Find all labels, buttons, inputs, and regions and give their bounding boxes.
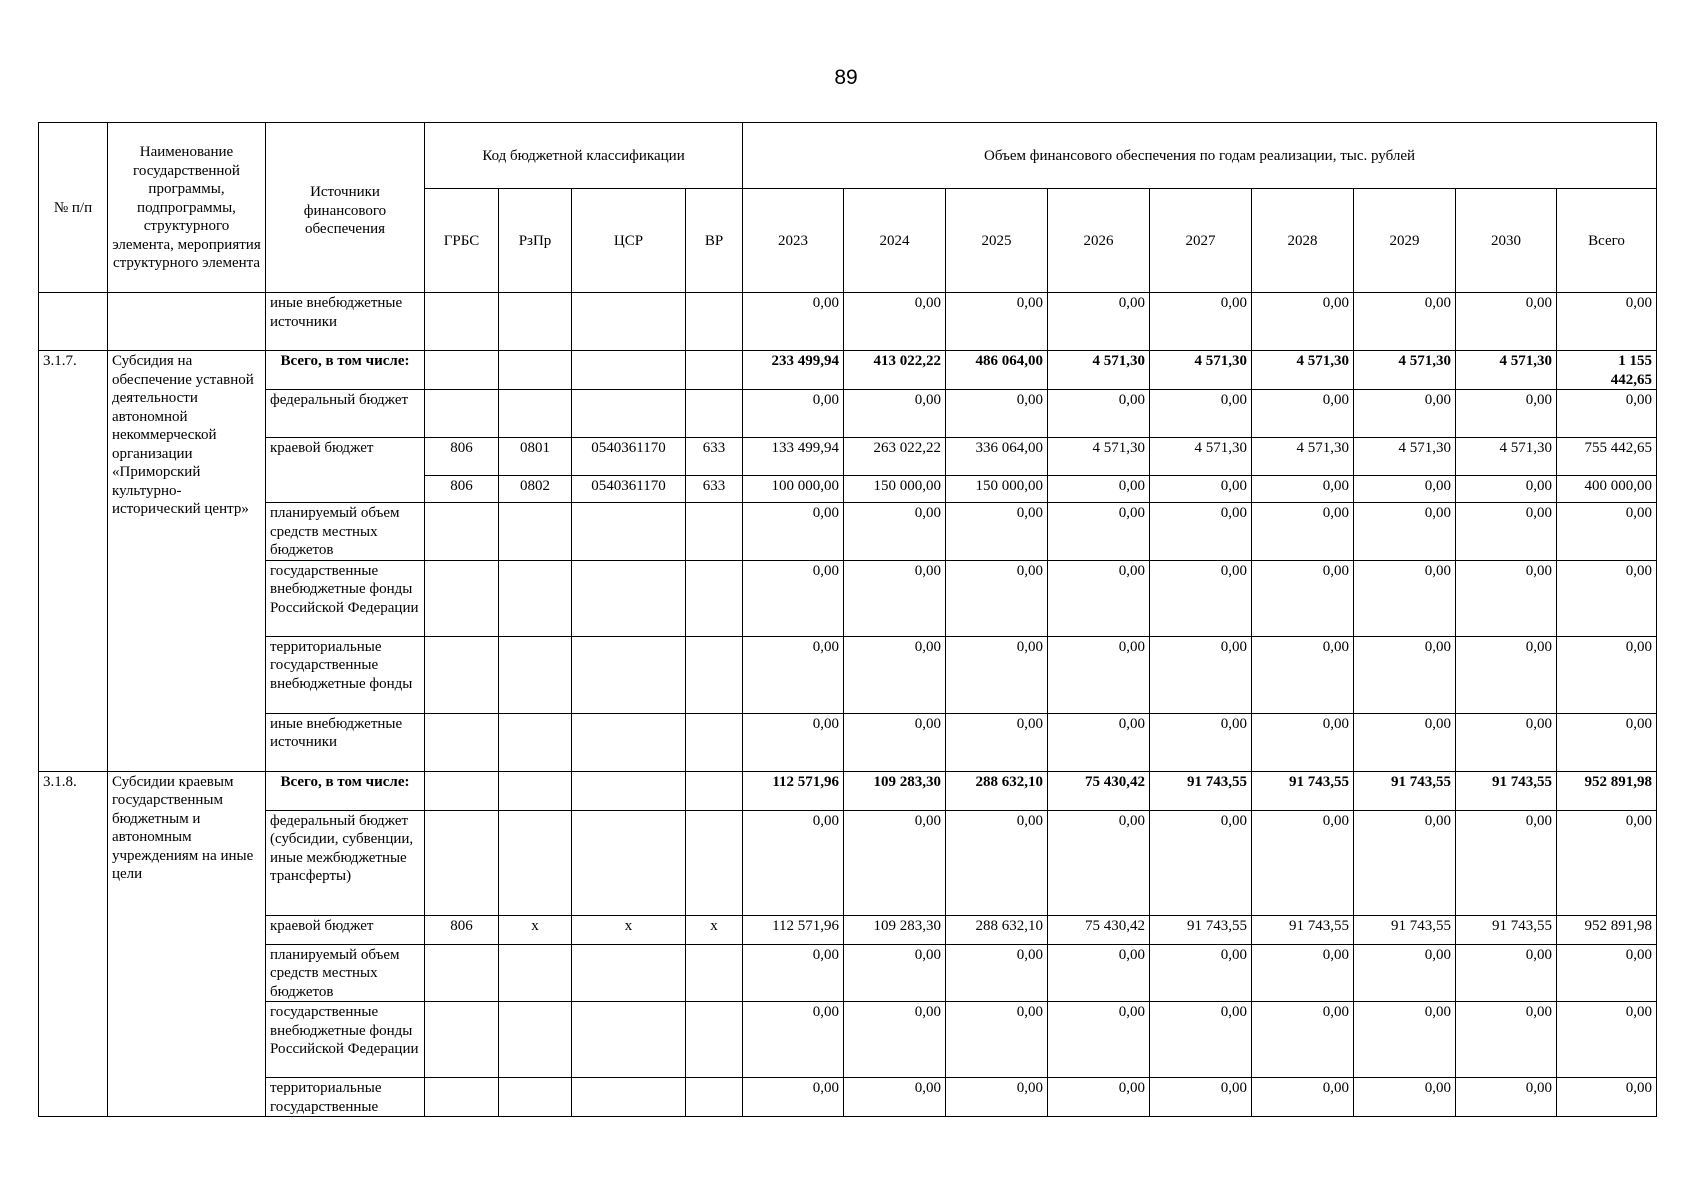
cell-vr: 633: [686, 476, 743, 503]
cell-value-2026: 0,00: [1048, 1078, 1150, 1117]
cell-value-2028: 0,00: [1252, 810, 1354, 915]
cell-rzpr: х: [499, 915, 572, 944]
cell-value-2025: 0,00: [946, 1002, 1048, 1078]
cell-csr: [572, 1002, 686, 1078]
header-volume-group: Объем финансового обеспечения по годам реализации, тыс. рублей: [743, 123, 1657, 189]
cell-value-2030: 0,00: [1456, 1002, 1557, 1078]
header-rzpr: РзПр: [499, 189, 572, 293]
table-row: [39, 771, 1657, 810]
cell-value-2030: 0,00: [1456, 810, 1557, 915]
cell-value-2026: 0,00: [1048, 560, 1150, 636]
cell-rzpr: 0802: [499, 476, 572, 503]
cell-value-2024: 0,00: [844, 713, 946, 771]
cell-vr: х: [686, 915, 743, 944]
header-grbs: ГРБС: [425, 189, 499, 293]
cell-value-2029: 0,00: [1354, 713, 1456, 771]
cell-rzpr: [499, 503, 572, 561]
header-code-group: Код бюджетной классификации: [425, 123, 743, 189]
cell-rzpr: [499, 771, 572, 810]
cell-value-2026: 4 571,30: [1048, 438, 1150, 476]
cell-value-2023: 0,00: [743, 713, 844, 771]
cell-rzpr: [499, 1078, 572, 1117]
cell-value-2030: 0,00: [1456, 503, 1557, 561]
table-body: [39, 293, 1657, 1117]
cell-source: территориальные государственные: [266, 1078, 425, 1117]
cell-grbs: [425, 810, 499, 915]
header-num: № п/п: [39, 123, 108, 293]
cell-value-2025: 0,00: [946, 713, 1048, 771]
cell-value-2026: 0,00: [1048, 476, 1150, 503]
table-row: [39, 944, 1657, 1002]
cell-value-2027: 0,00: [1150, 476, 1252, 503]
cell-vr: [686, 390, 743, 438]
cell-vr: [686, 944, 743, 1002]
cell-value-2028: 0,00: [1252, 713, 1354, 771]
cell-value-2024: 109 283,30: [844, 915, 946, 944]
cell-value-2028: 0,00: [1252, 1002, 1354, 1078]
header-name: Наименование государственной программы, подпрограммы, структурного элемента, мероприятия структурного элемента: [108, 123, 266, 293]
table-row: [39, 560, 1657, 636]
cell-value-2026: 0,00: [1048, 810, 1150, 915]
table-row: [39, 293, 1657, 351]
cell-value-2023: 112 571,96: [743, 915, 844, 944]
cell-value-2025: 0,00: [946, 944, 1048, 1002]
cell-value-2026: 0,00: [1048, 944, 1150, 1002]
cell-name-3-1-8: Субсидии краевым государственным бюджетным и автономным учреждениям на иные цели: [108, 771, 266, 1117]
cell-source: федеральный бюджет: [266, 390, 425, 438]
cell-source: краевой бюджет: [266, 915, 425, 944]
header-vr: ВР: [686, 189, 743, 293]
cell-value-2023: 0,00: [743, 390, 844, 438]
cell-source: государственные внебюджетные фонды Российской Федерации: [266, 560, 425, 636]
cell-rzpr: [499, 713, 572, 771]
cell-vr: [686, 771, 743, 810]
cell-value-2027: 4 571,30: [1150, 351, 1252, 390]
cell-value-2024: 0,00: [844, 944, 946, 1002]
cell-value-2029: 0,00: [1354, 503, 1456, 561]
cell-vr: [686, 503, 743, 561]
cell-source: Всего, в том числе:: [266, 351, 425, 390]
cell-value-2026: 0,00: [1048, 636, 1150, 713]
cell-grbs: [425, 944, 499, 1002]
cell-value-2023: 0,00: [743, 944, 844, 1002]
cell-value-2030: 0,00: [1456, 636, 1557, 713]
cell-value-2030: 0,00: [1456, 560, 1557, 636]
cell-rzpr: [499, 390, 572, 438]
cell-value-2028: 0,00: [1252, 476, 1354, 503]
cell-value-total: 0,00: [1557, 713, 1657, 771]
cell-rzpr: [499, 1002, 572, 1078]
header-csr: ЦСР: [572, 189, 686, 293]
cell-grbs: [425, 771, 499, 810]
cell-csr: х: [572, 915, 686, 944]
cell-value-total: 0,00: [1557, 810, 1657, 915]
cell-value-2028: 0,00: [1252, 1078, 1354, 1117]
cell-csr: 0540361170: [572, 476, 686, 503]
cell-vr: [686, 351, 743, 390]
cell-value-2027: 0,00: [1150, 1078, 1252, 1117]
cell-value-2029: 0,00: [1354, 390, 1456, 438]
cell-value-total: 0,00: [1557, 1002, 1657, 1078]
cell-value-2025: 0,00: [946, 810, 1048, 915]
header-source: Источники финансового обеспечения: [266, 123, 425, 293]
cell-value-2025: 0,00: [946, 390, 1048, 438]
cell-value-2025: 0,00: [946, 636, 1048, 713]
budget-table: [38, 122, 1657, 1117]
header-year-2025: 2025: [946, 189, 1048, 293]
cell-value-2028: 4 571,30: [1252, 438, 1354, 476]
cell-value-2030: 91 743,55: [1456, 915, 1557, 944]
cell-value-2028: 0,00: [1252, 636, 1354, 713]
table-row: [39, 1002, 1657, 1078]
cell-csr: [572, 636, 686, 713]
cell-value-2029: 0,00: [1354, 1002, 1456, 1078]
cell-source: Всего, в том числе:: [266, 771, 425, 810]
table-row: [39, 438, 1657, 476]
cell-value-2027: 4 571,30: [1150, 438, 1252, 476]
cell-value-2028: 0,00: [1252, 503, 1354, 561]
cell-value-total: 0,00: [1557, 560, 1657, 636]
cell-value-2029: 0,00: [1354, 1078, 1456, 1117]
cell-value-2026: 0,00: [1048, 293, 1150, 351]
cell-value-2025: 336 064,00: [946, 438, 1048, 476]
cell-value-2027: 0,00: [1150, 636, 1252, 713]
cell-value-2030: 0,00: [1456, 476, 1557, 503]
cell-num-3-1-7: 3.1.7.: [39, 351, 108, 772]
table-row: [39, 390, 1657, 438]
cell-value-2023: 0,00: [743, 503, 844, 561]
cell-value-2027: 91 743,55: [1150, 915, 1252, 944]
table-row: [39, 1078, 1657, 1117]
header-year-2030: 2030: [1456, 189, 1557, 293]
header-year-2028: 2028: [1252, 189, 1354, 293]
cell-value-2028: 4 571,30: [1252, 351, 1354, 390]
cell-value-2023: 0,00: [743, 1002, 844, 1078]
cell-value-total: 0,00: [1557, 636, 1657, 713]
cell-vr: [686, 293, 743, 351]
cell-source: планируемый объем средств местных бюджетов: [266, 944, 425, 1002]
cell-vr: [686, 713, 743, 771]
cell-value-2024: 263 022,22: [844, 438, 946, 476]
cell-value-total: 0,00: [1557, 503, 1657, 561]
cell-grbs: [425, 713, 499, 771]
cell-value-total: 400 000,00: [1557, 476, 1657, 503]
cell-csr: [572, 810, 686, 915]
cell-value-2029: 0,00: [1354, 810, 1456, 915]
cell-vr: [686, 560, 743, 636]
cell-value-2026: 0,00: [1048, 713, 1150, 771]
cell-grbs: [425, 1078, 499, 1117]
cell-value-total: 1 155 442,65: [1557, 351, 1657, 390]
cell-vr: [686, 810, 743, 915]
cell-value-2028: 0,00: [1252, 560, 1354, 636]
cell-source: федеральный бюджет (субсидии, субвенции, иные межбюджетные трансферты): [266, 810, 425, 915]
cell-grbs: 806: [425, 438, 499, 476]
page-number: 89: [834, 66, 858, 89]
header-year-2029: 2029: [1354, 189, 1456, 293]
cell-grbs: [425, 503, 499, 561]
cell-value-2029: 0,00: [1354, 944, 1456, 1002]
cell-csr: [572, 351, 686, 390]
cell-csr: [572, 390, 686, 438]
cell-vr: [686, 636, 743, 713]
cell-value-2024: 0,00: [844, 636, 946, 713]
header-year-2026: 2026: [1048, 189, 1150, 293]
cell-value-2024: 0,00: [844, 560, 946, 636]
cell-value-2023: 233 499,94: [743, 351, 844, 390]
cell-value-2028: 91 743,55: [1252, 771, 1354, 810]
cell-value-2028: 0,00: [1252, 390, 1354, 438]
cell-grbs: 806: [425, 476, 499, 503]
cell-num: [39, 293, 108, 351]
cell-source: государственные внебюджетные фонды Российской Федерации: [266, 1002, 425, 1078]
cell-value-2027: 91 743,55: [1150, 771, 1252, 810]
cell-value-2026: 0,00: [1048, 503, 1150, 561]
cell-vr: 633: [686, 438, 743, 476]
cell-value-2023: 100 000,00: [743, 476, 844, 503]
cell-vr: [686, 1078, 743, 1117]
cell-grbs: [425, 1002, 499, 1078]
table-row: [39, 503, 1657, 561]
cell-value-total: 0,00: [1557, 293, 1657, 351]
cell-value-2026: 0,00: [1048, 390, 1150, 438]
cell-csr: [572, 771, 686, 810]
cell-value-2025: 0,00: [946, 1078, 1048, 1117]
table-row: [39, 915, 1657, 944]
cell-value-total: 952 891,98: [1557, 915, 1657, 944]
table-row: [39, 351, 1657, 390]
header-total: Всего: [1557, 189, 1657, 293]
cell-value-2024: 0,00: [844, 293, 946, 351]
cell-num-3-1-8: 3.1.8.: [39, 771, 108, 1117]
cell-rzpr: [499, 351, 572, 390]
cell-value-2025: 288 632,10: [946, 915, 1048, 944]
cell-value-2029: 91 743,55: [1354, 771, 1456, 810]
table-row: [39, 810, 1657, 915]
table-header: [39, 123, 1657, 293]
cell-csr: 0540361170: [572, 438, 686, 476]
cell-value-2024: 109 283,30: [844, 771, 946, 810]
cell-source: краевой бюджет: [266, 438, 425, 503]
cell-csr: [572, 293, 686, 351]
cell-source: иные внебюджетные источники: [266, 713, 425, 771]
cell-value-2026: 4 571,30: [1048, 351, 1150, 390]
cell-rzpr: [499, 944, 572, 1002]
cell-value-2025: 486 064,00: [946, 351, 1048, 390]
cell-value-2028: 0,00: [1252, 944, 1354, 1002]
cell-value-2025: 150 000,00: [946, 476, 1048, 503]
header-year-2027: 2027: [1150, 189, 1252, 293]
cell-value-2025: 288 632,10: [946, 771, 1048, 810]
cell-value-2030: 0,00: [1456, 390, 1557, 438]
cell-value-2027: 0,00: [1150, 810, 1252, 915]
cell-value-total: 952 891,98: [1557, 771, 1657, 810]
cell-source: иные внебюджетные источники: [266, 293, 425, 351]
cell-value-2027: 0,00: [1150, 1002, 1252, 1078]
cell-csr: [572, 1078, 686, 1117]
cell-name: [108, 293, 266, 351]
cell-value-2029: 4 571,30: [1354, 351, 1456, 390]
cell-csr: [572, 944, 686, 1002]
cell-value-2023: 0,00: [743, 810, 844, 915]
cell-value-2025: 0,00: [946, 560, 1048, 636]
cell-value-2029: 0,00: [1354, 293, 1456, 351]
cell-rzpr: [499, 293, 572, 351]
cell-csr: [572, 713, 686, 771]
cell-grbs: 806: [425, 915, 499, 944]
cell-grbs: [425, 293, 499, 351]
cell-value-2024: 0,00: [844, 503, 946, 561]
cell-value-2023: 0,00: [743, 293, 844, 351]
cell-value-2024: 150 000,00: [844, 476, 946, 503]
cell-value-2027: 0,00: [1150, 713, 1252, 771]
cell-vr: [686, 1002, 743, 1078]
cell-grbs: [425, 351, 499, 390]
cell-value-2027: 0,00: [1150, 390, 1252, 438]
cell-grbs: [425, 636, 499, 713]
cell-value-2029: 4 571,30: [1354, 438, 1456, 476]
cell-value-2027: 0,00: [1150, 944, 1252, 1002]
cell-grbs: [425, 390, 499, 438]
cell-grbs: [425, 560, 499, 636]
cell-value-2024: 0,00: [844, 1002, 946, 1078]
cell-value-total: 0,00: [1557, 390, 1657, 438]
cell-value-2025: 0,00: [946, 503, 1048, 561]
cell-value-2024: 0,00: [844, 810, 946, 915]
cell-source: территориальные государственные внебюджетные фонды: [266, 636, 425, 713]
cell-rzpr: [499, 560, 572, 636]
header-year-2024: 2024: [844, 189, 946, 293]
cell-value-2030: 4 571,30: [1456, 438, 1557, 476]
cell-value-2025: 0,00: [946, 293, 1048, 351]
cell-value-2024: 0,00: [844, 1078, 946, 1117]
cell-rzpr: [499, 810, 572, 915]
cell-value-2030: 0,00: [1456, 944, 1557, 1002]
cell-value-total: 755 442,65: [1557, 438, 1657, 476]
cell-value-2023: 112 571,96: [743, 771, 844, 810]
cell-value-2023: 0,00: [743, 1078, 844, 1117]
cell-value-2030: 0,00: [1456, 293, 1557, 351]
cell-rzpr: [499, 636, 572, 713]
cell-value-2030: 0,00: [1456, 1078, 1557, 1117]
cell-value-2030: 91 743,55: [1456, 771, 1557, 810]
cell-source: планируемый объем средств местных бюджетов: [266, 503, 425, 561]
cell-value-2024: 413 022,22: [844, 351, 946, 390]
cell-value-2026: 75 430,42: [1048, 771, 1150, 810]
header-year-2023: 2023: [743, 189, 844, 293]
cell-value-2030: 0,00: [1456, 713, 1557, 771]
cell-value-2028: 0,00: [1252, 293, 1354, 351]
cell-value-2028: 91 743,55: [1252, 915, 1354, 944]
cell-name-3-1-7: Субсидия на обеспечение уставной деятельности автономной некоммерческой организации «Приморский культурно-исторический центр»: [108, 351, 266, 772]
cell-value-2027: 0,00: [1150, 503, 1252, 561]
cell-value-2029: 0,00: [1354, 476, 1456, 503]
cell-value-2029: 91 743,55: [1354, 915, 1456, 944]
cell-value-2029: 0,00: [1354, 560, 1456, 636]
cell-value-total: 0,00: [1557, 1078, 1657, 1117]
table-row: [39, 636, 1657, 713]
cell-value-2026: 75 430,42: [1048, 915, 1150, 944]
cell-value-2030: 4 571,30: [1456, 351, 1557, 390]
cell-value-2023: 0,00: [743, 560, 844, 636]
table-row: [39, 713, 1657, 771]
cell-value-2026: 0,00: [1048, 1002, 1150, 1078]
cell-value-2024: 0,00: [844, 390, 946, 438]
cell-value-2027: 0,00: [1150, 293, 1252, 351]
cell-value-2029: 0,00: [1354, 636, 1456, 713]
cell-csr: [572, 503, 686, 561]
cell-value-2023: 0,00: [743, 636, 844, 713]
cell-value-2023: 133 499,94: [743, 438, 844, 476]
cell-value-2027: 0,00: [1150, 560, 1252, 636]
cell-value-total: 0,00: [1557, 944, 1657, 1002]
cell-rzpr: 0801: [499, 438, 572, 476]
cell-csr: [572, 560, 686, 636]
